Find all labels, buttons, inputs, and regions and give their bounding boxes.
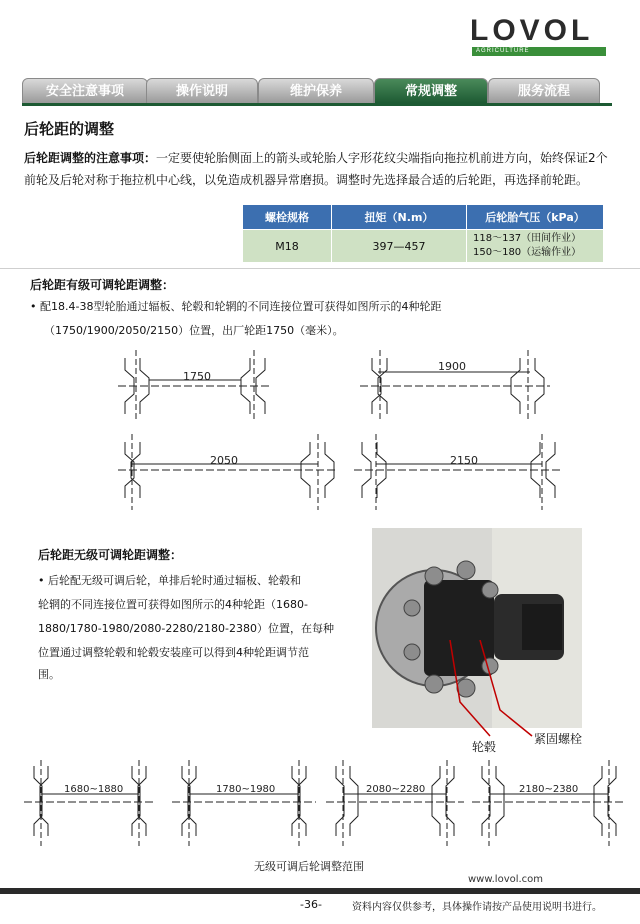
stepless-line-3: 1880/1780-1980/2080-2280/2180-2380）位置，在每种: [38, 622, 334, 635]
range-diagram-1: [24, 760, 156, 846]
brand-logo: [470, 14, 620, 58]
wheel-diagram-1750: [118, 350, 272, 420]
range-diagram-2: [172, 760, 316, 846]
page-title: 后轮距的调整: [24, 120, 115, 138]
wheel-diagram-2150: [354, 434, 562, 510]
range-label-1: 1680~1880: [64, 784, 124, 795]
spec-header-bolt: 螺栓规格: [243, 205, 332, 230]
stepless-line-5: 围。: [38, 668, 60, 681]
dim-label-2150: 2150: [450, 454, 478, 467]
page-number: -36-: [300, 898, 322, 911]
stepless-line-1: • 后轮配无级可调后轮，单排后轮时通过辐板、轮毂和: [38, 574, 301, 587]
stepless-range-diagrams: [14, 760, 630, 860]
stepped-line-1: • 配18.4-38型轮胎通过辐板、轮毂和轮辋的不同连接位置可获得如图所示的4种轮距: [30, 300, 442, 313]
tab-underline: [22, 103, 612, 106]
stepped-line-2: （1750/1900/2050/2150）位置，出厂轮距1750（毫米）。: [44, 324, 344, 337]
range-caption: 无级可调后轮调整范围: [254, 860, 364, 873]
spec-table: [242, 204, 604, 263]
stepless-line-4: 位置通过调整轮毂和轮毂安装座可以得到4种轮距调节范: [38, 646, 309, 659]
range-diagram-4: [472, 760, 626, 846]
range-diagram-3: [326, 760, 464, 846]
footer-bar: [0, 888, 640, 894]
spec-header-pressure: 后轮胎气压（kPa）: [467, 205, 604, 230]
caution-text: 一定要使轮胎侧面上的箭头或轮胎人字形花纹尖端指向拖拉机前进方向，始终保证2个前轮及后轮对称于拖拉机中心线，以免造成机器异常磨损。调整时先选择最合适的后轮距，再选择前轮距。: [24, 151, 608, 187]
tab-adjustment[interactable]: 常规调整: [374, 78, 488, 104]
brand-name: LOVOL: [470, 14, 594, 47]
stepped-track-diagrams: [110, 350, 580, 520]
stepless-line-2: 轮辋的不同连接位置可获得如图所示的4种轮距（1680-: [38, 598, 308, 611]
section-tabs: [22, 78, 612, 104]
tab-safety[interactable]: 安全注意事项: [22, 78, 148, 104]
spec-pressure-field: 118～137（田间作业）: [473, 233, 582, 244]
footer-url[interactable]: www.lovol.com: [468, 874, 544, 885]
tab-service[interactable]: 服务流程: [488, 78, 600, 104]
spec-pressure-transport: 150～180（运输作业）: [473, 247, 582, 258]
spec-pressure: [467, 230, 604, 263]
range-label-4: 2180~2380: [519, 784, 579, 795]
table-row: [243, 230, 604, 263]
caution-paragraph: [24, 147, 609, 191]
spec-header-torque: 扭矩（N.m）: [332, 205, 467, 230]
dim-label-1750: 1750: [183, 370, 211, 383]
callout-hub: 轮毂: [472, 740, 497, 754]
callout-bolt: 紧固螺栓: [534, 732, 583, 746]
range-label-3: 2080~2280: [366, 784, 426, 795]
brand-sub: AGRICULTURE: [472, 47, 606, 56]
stepless-heading: 后轮距无级可调轮距调整：: [38, 548, 183, 562]
range-label-2: 1780~1980: [216, 784, 276, 795]
spec-torque: 397—457: [332, 230, 467, 263]
footer-note: 资料内容仅供参考，具体操作请按产品使用说明书进行。: [352, 902, 602, 913]
caution-label: 后轮距调整的注意事项：: [24, 151, 157, 165]
spec-bolt: M18: [243, 230, 332, 263]
wheel-diagram-2050: [118, 434, 338, 510]
stepped-heading: 后轮距有级可调轮距调整：: [30, 278, 175, 292]
dim-label-1900: 1900: [438, 360, 466, 373]
tab-maintenance[interactable]: 维护保养: [258, 78, 374, 104]
section-divider: [0, 268, 640, 269]
dim-label-2050: 2050: [210, 454, 238, 467]
tab-operation[interactable]: 操作说明: [146, 78, 258, 104]
